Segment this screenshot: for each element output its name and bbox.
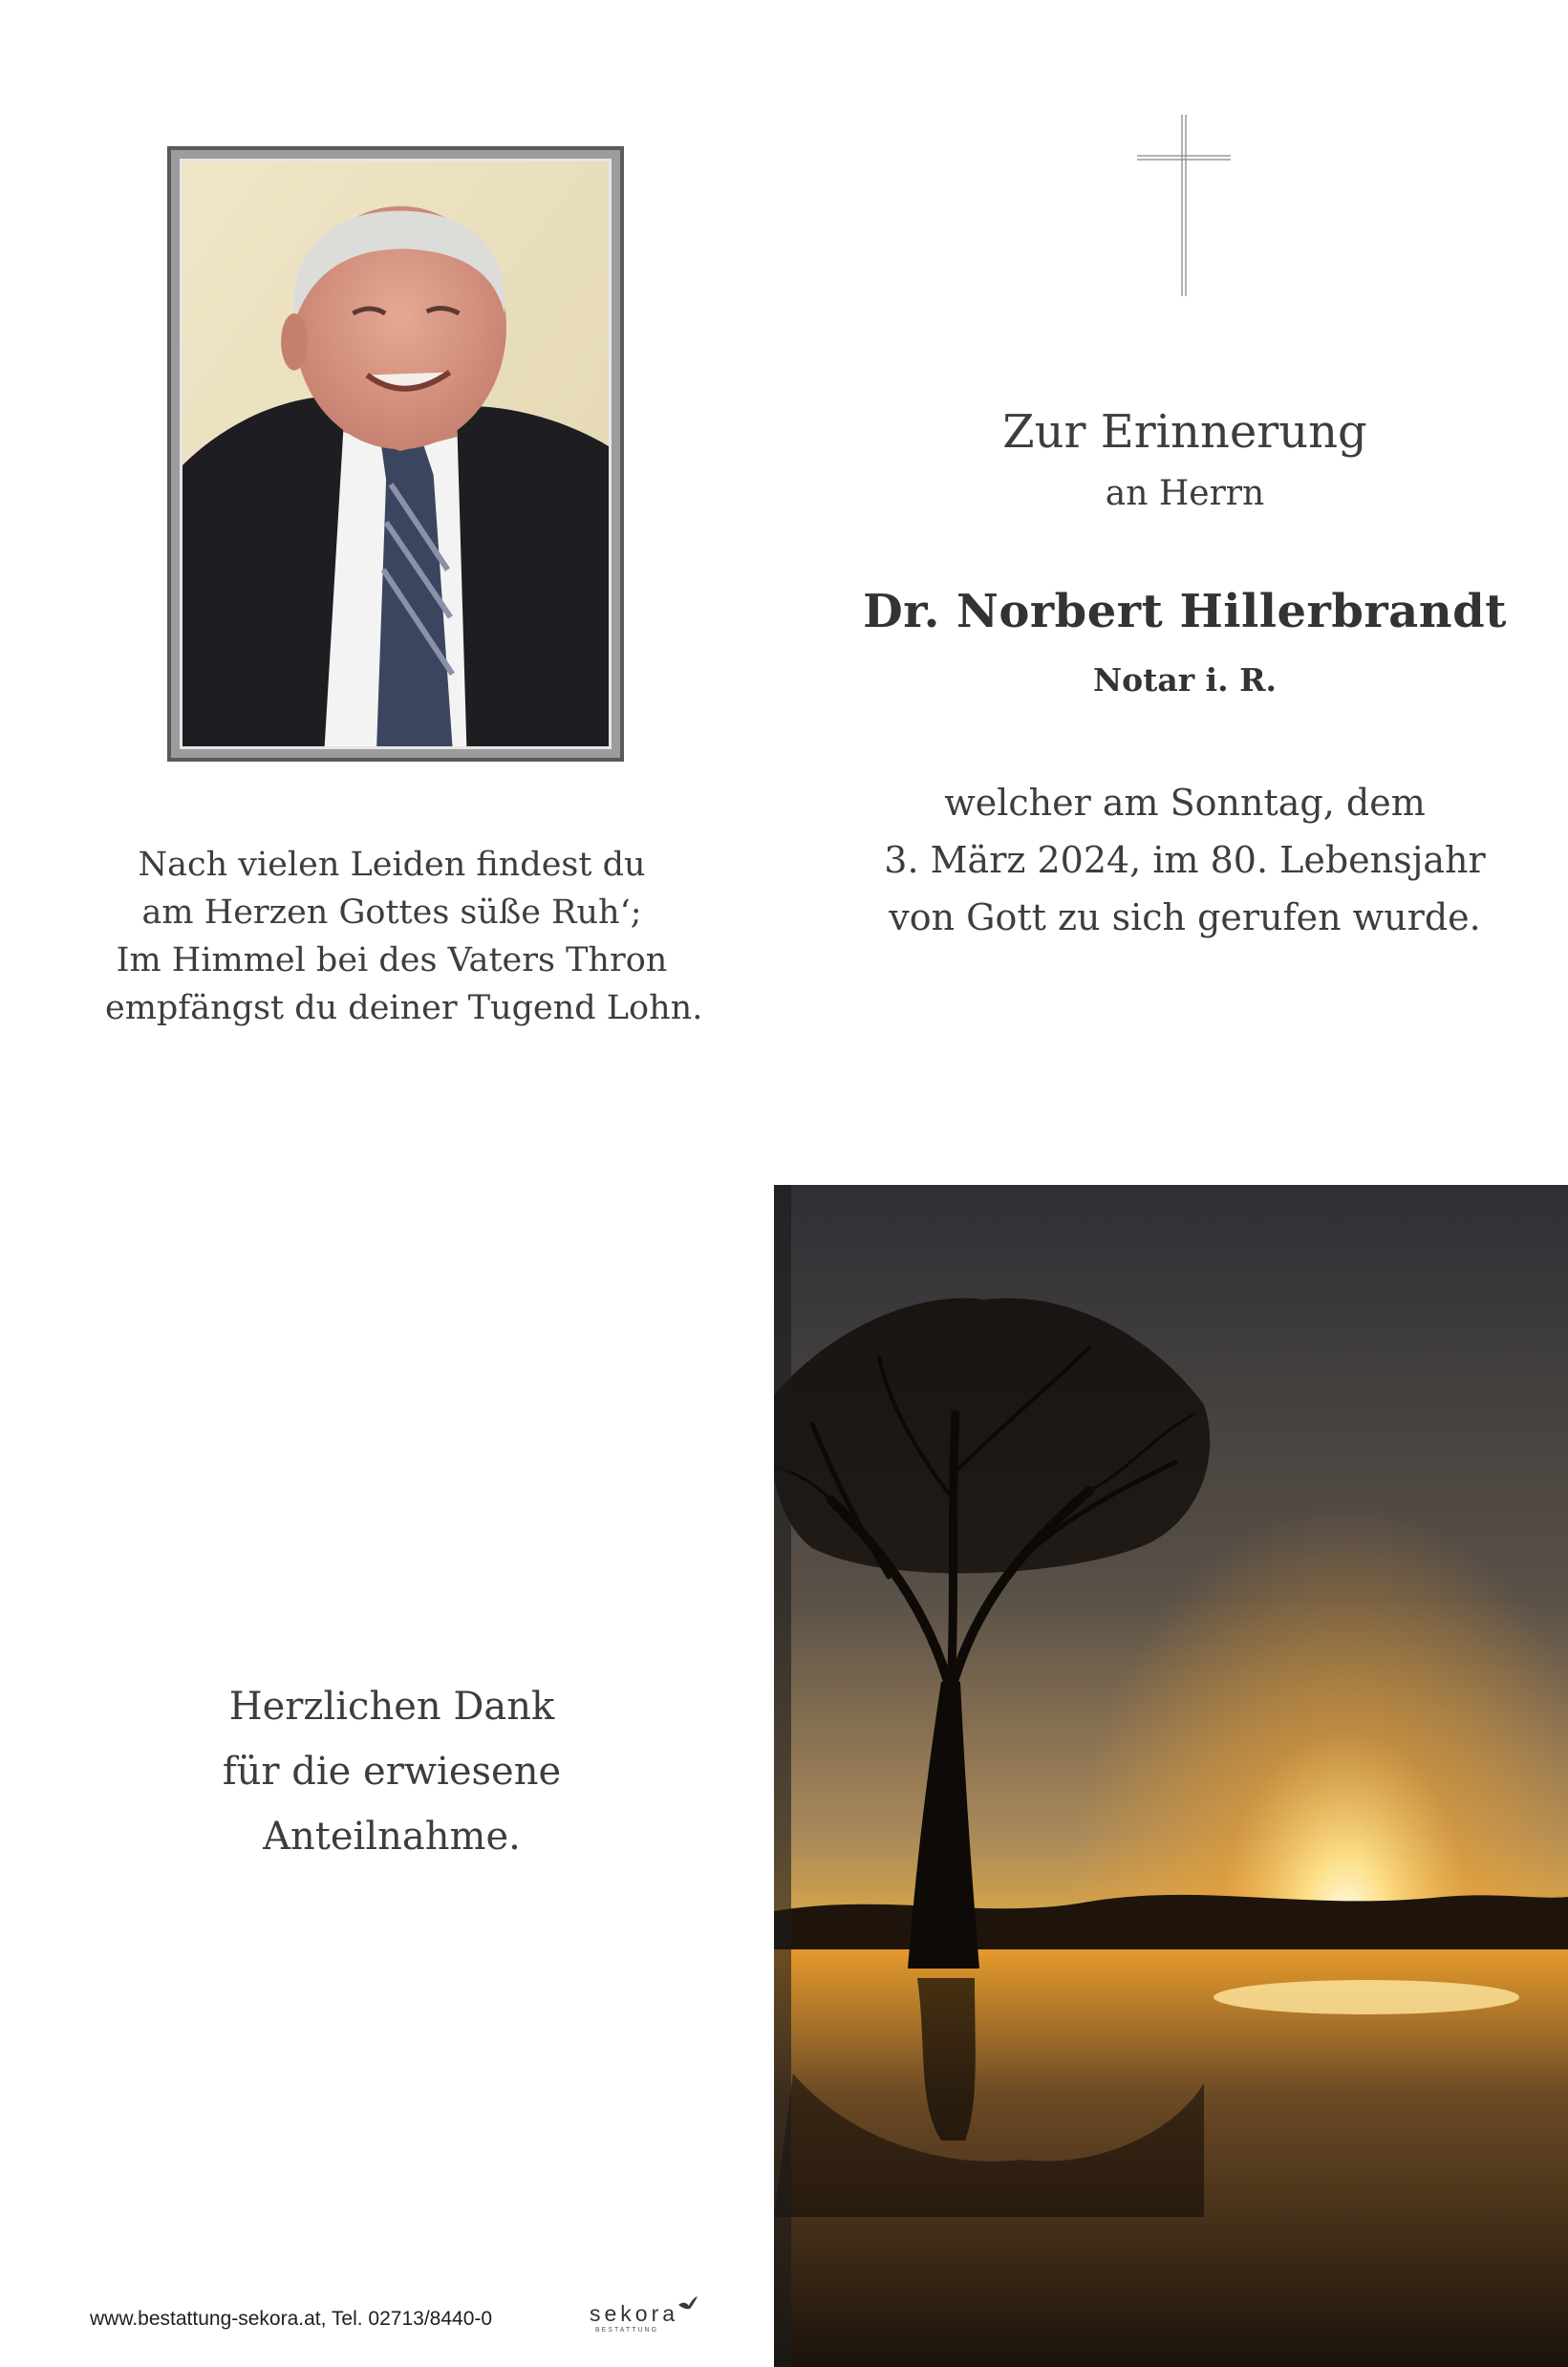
deceased-profession: Notar i. R. <box>1092 661 1278 699</box>
verse-line: am Herzen Gottes süße Ruh‘; <box>141 893 642 932</box>
verse <box>105 841 703 1032</box>
portrait-frame <box>167 146 624 762</box>
thanks-line: für die erwiesene <box>222 1750 562 1794</box>
memory-title: Zur Erinnerung <box>1002 405 1367 459</box>
logo-name: sekora <box>590 2301 679 2326</box>
cross-icon <box>1135 115 1233 296</box>
deceased-name: Dr. Norbert Hillerbrandt <box>863 585 1507 638</box>
thanks-line: Anteilnahme. <box>263 1815 521 1859</box>
death-line: welcher am Sonntag, dem <box>944 782 1426 824</box>
death-line: von Gott zu sich gerufen wurde. <box>889 896 1481 938</box>
bird-icon <box>677 2295 698 2313</box>
thanks-line: Herzlichen Dank <box>228 1685 555 1729</box>
memory-subtitle: an Herrn <box>1105 474 1265 513</box>
death-line: 3. März 2024, im 80. Lebensjahr <box>884 839 1486 881</box>
sunset-photo <box>774 1185 1568 2367</box>
sekora-logo <box>590 2295 704 2337</box>
portrait-photo <box>180 159 612 749</box>
thanks-note <box>134 1674 650 1869</box>
verse-line: empfängst du deiner Tugend Lohn. <box>105 989 703 1027</box>
verse-line: Nach vielen Leiden findest du <box>138 846 646 884</box>
death-notice <box>831 774 1538 946</box>
footer-contact: www.bestattung-sekora.at, Tel. 02713/8440-0 <box>90 2308 493 2330</box>
logo-tagline: BESTATTUNG <box>595 2327 659 2334</box>
verse-line: Im Himmel bei des Vaters Thron <box>116 941 668 979</box>
